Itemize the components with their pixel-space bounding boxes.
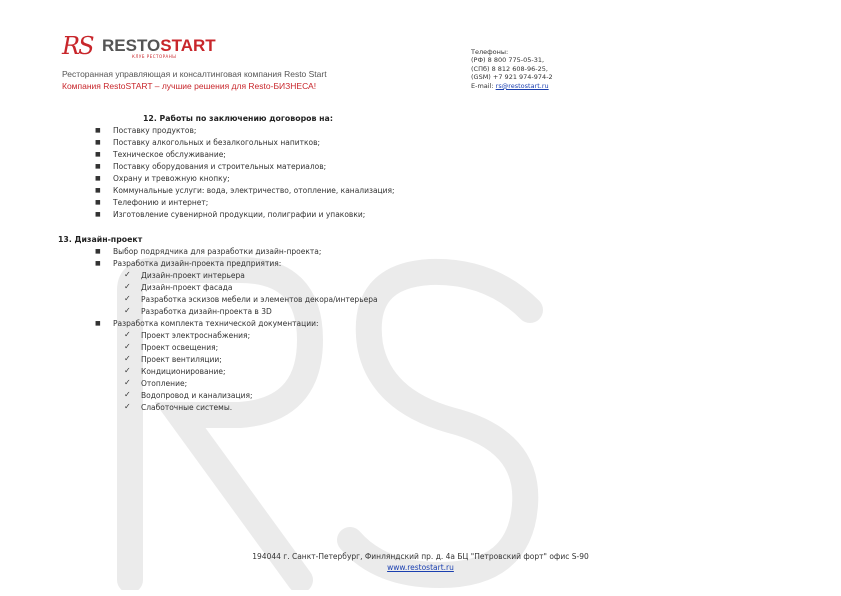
square-bullet-icon: ■ <box>95 248 101 255</box>
sub-list-item: Разработка дизайн-проекта в 3D <box>141 307 272 316</box>
sub-list-item: Разработка эскизов мебели и элементов декора/интерьера <box>141 295 378 304</box>
list-item: Разработка комплекта технической документации: <box>113 319 319 328</box>
list-item: Выбор подрядчика для разработки дизайн-проекта; <box>113 247 322 256</box>
square-bullet-icon: ■ <box>95 187 101 194</box>
logo-name-resto: RESTO <box>102 36 161 55</box>
company-logo[interactable] <box>62 34 222 64</box>
square-bullet-icon: ■ <box>95 320 101 327</box>
list-item: Техническое обслуживание; <box>113 150 226 159</box>
contacts-block <box>471 48 553 90</box>
sub-list-item: Дизайн-проект фасада <box>141 283 233 292</box>
phones-label: Телефоны: <box>471 48 509 56</box>
email-label: E-mail: <box>471 81 494 90</box>
checkmark-icon: ✓ <box>124 270 131 279</box>
logo-name-start: START <box>160 36 216 55</box>
sub-list-item: Проект вентиляции; <box>141 355 222 364</box>
list-item: Поставку алкогольных и безалкогольных напитков; <box>113 138 321 147</box>
checkmark-icon: ✓ <box>124 366 131 375</box>
list-item: Разработка дизайн-проекта предприятия: <box>113 259 282 268</box>
email-row <box>471 82 553 90</box>
square-bullet-icon: ■ <box>95 199 101 206</box>
checkmark-icon: ✓ <box>124 390 131 399</box>
phone-rf: (РФ) 8 800 775-05-31, <box>471 56 545 65</box>
checkmark-icon: ✓ <box>124 306 131 315</box>
company-description <box>62 68 327 92</box>
logo-name <box>102 36 216 56</box>
company-line-1: Ресторанная управляющая и консалтинговая компания Resto Start <box>62 69 327 79</box>
logo-mark: RS <box>62 32 93 60</box>
list-item: Коммунальные услуги: вода, электричество, отопление, канализация; <box>113 186 395 195</box>
square-bullet-icon: ■ <box>95 260 101 267</box>
company-line-2: Компания RestoSTART – лучшие решения для Resto-БИЗНЕСА! <box>62 81 317 91</box>
checkmark-icon: ✓ <box>124 378 131 387</box>
sub-list-item: Водопровод и канализация; <box>141 391 253 400</box>
footer-website-link[interactable]: www.restostart.ru <box>387 563 454 572</box>
sub-list-item: Проект освещения; <box>141 343 219 352</box>
footer-address: 194044 г. Санкт-Петербург, Финляндский пр. д. 4а БЦ "Петровский форт" офис S-90 <box>252 552 589 561</box>
list-item: Охрану и тревожную кнопку; <box>113 174 230 183</box>
checkmark-icon: ✓ <box>124 402 131 411</box>
checkmark-icon: ✓ <box>124 330 131 339</box>
square-bullet-icon: ■ <box>95 175 101 182</box>
section-13-title: 13. Дизайн-проект <box>58 235 143 244</box>
phone-gsm: (GSM) +7 921 974-974-2 <box>471 73 553 82</box>
checkmark-icon: ✓ <box>124 294 131 303</box>
sub-list-item: Слаботочные системы. <box>141 403 233 412</box>
sub-list-item: Проект электроснабжения; <box>141 331 251 340</box>
square-bullet-icon: ■ <box>95 139 101 146</box>
square-bullet-icon: ■ <box>95 151 101 158</box>
square-bullet-icon: ■ <box>95 211 101 218</box>
checkmark-icon: ✓ <box>124 342 131 351</box>
footer <box>0 551 841 573</box>
sub-list-item: Отопление; <box>141 379 188 388</box>
list-item: Изготовление сувенирной продукции, полиграфии и упаковки; <box>113 210 366 219</box>
checkmark-icon: ✓ <box>124 282 131 291</box>
square-bullet-icon: ■ <box>95 163 101 170</box>
list-item: Телефонию и интернет; <box>113 198 209 207</box>
email-link[interactable]: rs@restostart.ru <box>495 81 549 90</box>
section-12-title: 12. Работы по заключению договоров на: <box>143 114 333 123</box>
list-item: Поставку оборудования и строительных материалов; <box>113 162 327 171</box>
square-bullet-icon: ■ <box>95 127 101 134</box>
sub-list-item: Дизайн-проект интерьера <box>141 271 245 280</box>
sub-list-item: Кондиционирование; <box>141 367 226 376</box>
logo-tagline: КЛУБ РЕСТОРАНЫ <box>132 54 177 59</box>
checkmark-icon: ✓ <box>124 354 131 363</box>
phone-spb: (СПб) 8 812 608-96-25, <box>471 64 548 73</box>
list-item: Поставку продуктов; <box>113 126 197 135</box>
